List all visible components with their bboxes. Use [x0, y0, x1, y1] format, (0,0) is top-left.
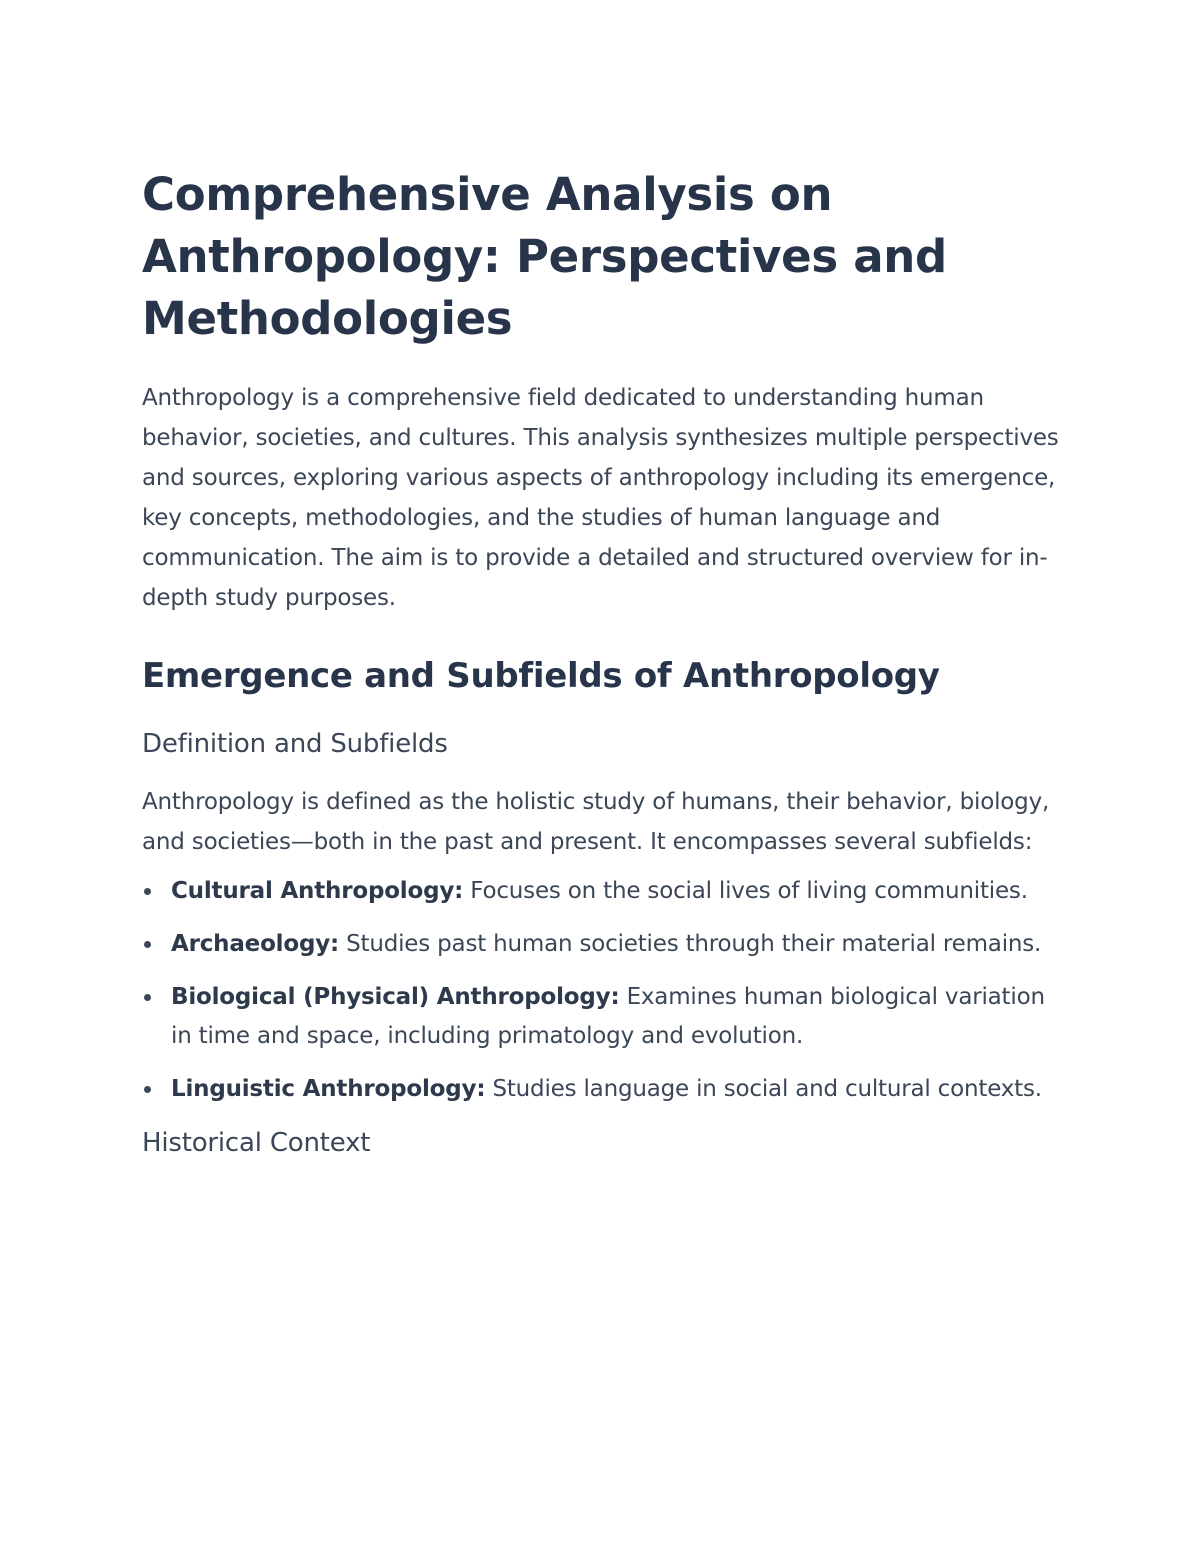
subsection-heading-definition: Definition and Subfields: [142, 729, 448, 759]
list-item-description: Studies language in social and cultural contexts.: [485, 1076, 1042, 1102]
list-item-term: Archaeology:: [171, 931, 340, 957]
list-item-description: Examines human biological variation in time and space, including primatology and evolution.: [171, 984, 1045, 1049]
list-item-term: Biological (Physical) Anthropology:: [171, 984, 620, 1010]
section-heading-emergence: Emergence and Subfields of Anthropology: [142, 656, 940, 696]
intro-paragraph: Anthropology is a comprehensive field dedicated to understanding human behavior, societies, and cultures. This analysis synthesizes multiple perspectives and sources, exploring various aspects of anthropology including its emergence, key concepts, methodologies, and the studies of human language and communication. The aim is to provide a detailed and structured overview for in-depth study purposes.: [142, 385, 1059, 611]
bullet-icon: [144, 888, 151, 895]
subsection-heading-historical-context: Historical Context: [142, 1128, 371, 1158]
definition-paragraph: Anthropology is defined as the holistic study of humans, their behavior, biology, and societies—both in the past and present. It encompasses several subfields:: [142, 789, 1050, 855]
bullet-icon: [144, 1086, 151, 1093]
list-item-term: Cultural Anthropology:: [171, 878, 464, 904]
list-item-description: Studies past human societies through their material remains.: [339, 931, 1042, 957]
list-item-archaeology: [142, 925, 1062, 964]
list-item-cultural-anthropology: [142, 872, 1062, 911]
list-item-biological-anthropology: [142, 978, 1062, 1056]
document-content: [142, 164, 1062, 1173]
list-item-linguistic-anthropology: [142, 1070, 1062, 1109]
bullet-icon: [144, 941, 151, 948]
document-title: Comprehensive Analysis on Anthropology: Perspectives and Methodologies: [142, 168, 947, 345]
list-item-term: Linguistic Anthropology:: [171, 1076, 486, 1102]
subfields-list: [142, 872, 1062, 1109]
bullet-icon: [144, 994, 151, 1001]
list-item-description: Focuses on the social lives of living communities.: [463, 878, 1028, 904]
